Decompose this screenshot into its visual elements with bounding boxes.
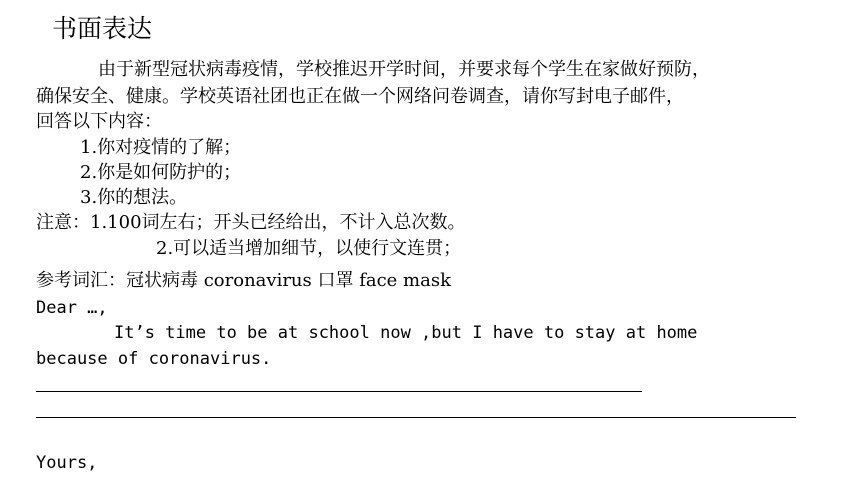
prompt-line-2: 确保安全、健康。学校英语社团也正在做一个网络问卷调查，请你写封电子邮件， (36, 86, 684, 107)
letter-salutation: Dear …, (36, 298, 108, 318)
requirement-point-3: 3.你的想法。 (80, 187, 188, 208)
letter-opening-line-1: It’s time to be at school now ,but I have to stay at home (114, 323, 698, 343)
prompt-line-1: 由于新型冠状病毒疫情，学校推迟开学时间，并要求每个学生在家做好预防， (98, 59, 710, 80)
note-line-1: 注意：1.100词左右；开头已经给出，不计入总次数。 (36, 212, 466, 233)
answer-blank-line-1 (36, 391, 642, 392)
letter-closing: Yours, (36, 453, 98, 473)
answer-blank-line-2 (36, 417, 796, 418)
requirement-point-1: 1.你对疫情的了解； (80, 137, 242, 158)
requirement-point-2: 2.你是如何防护的； (80, 162, 242, 183)
note-line-2: 2.可以适当增加细节，以使行文连贯； (156, 238, 462, 259)
page-title: 书面表达 (52, 14, 153, 43)
vocabulary-hint: 参考词汇：冠状病毒 coronavirus 口罩 face mask (36, 270, 452, 291)
prompt-line-3: 回答以下内容： (36, 111, 162, 132)
letter-opening-line-2: because of coronavirus. (36, 349, 272, 369)
